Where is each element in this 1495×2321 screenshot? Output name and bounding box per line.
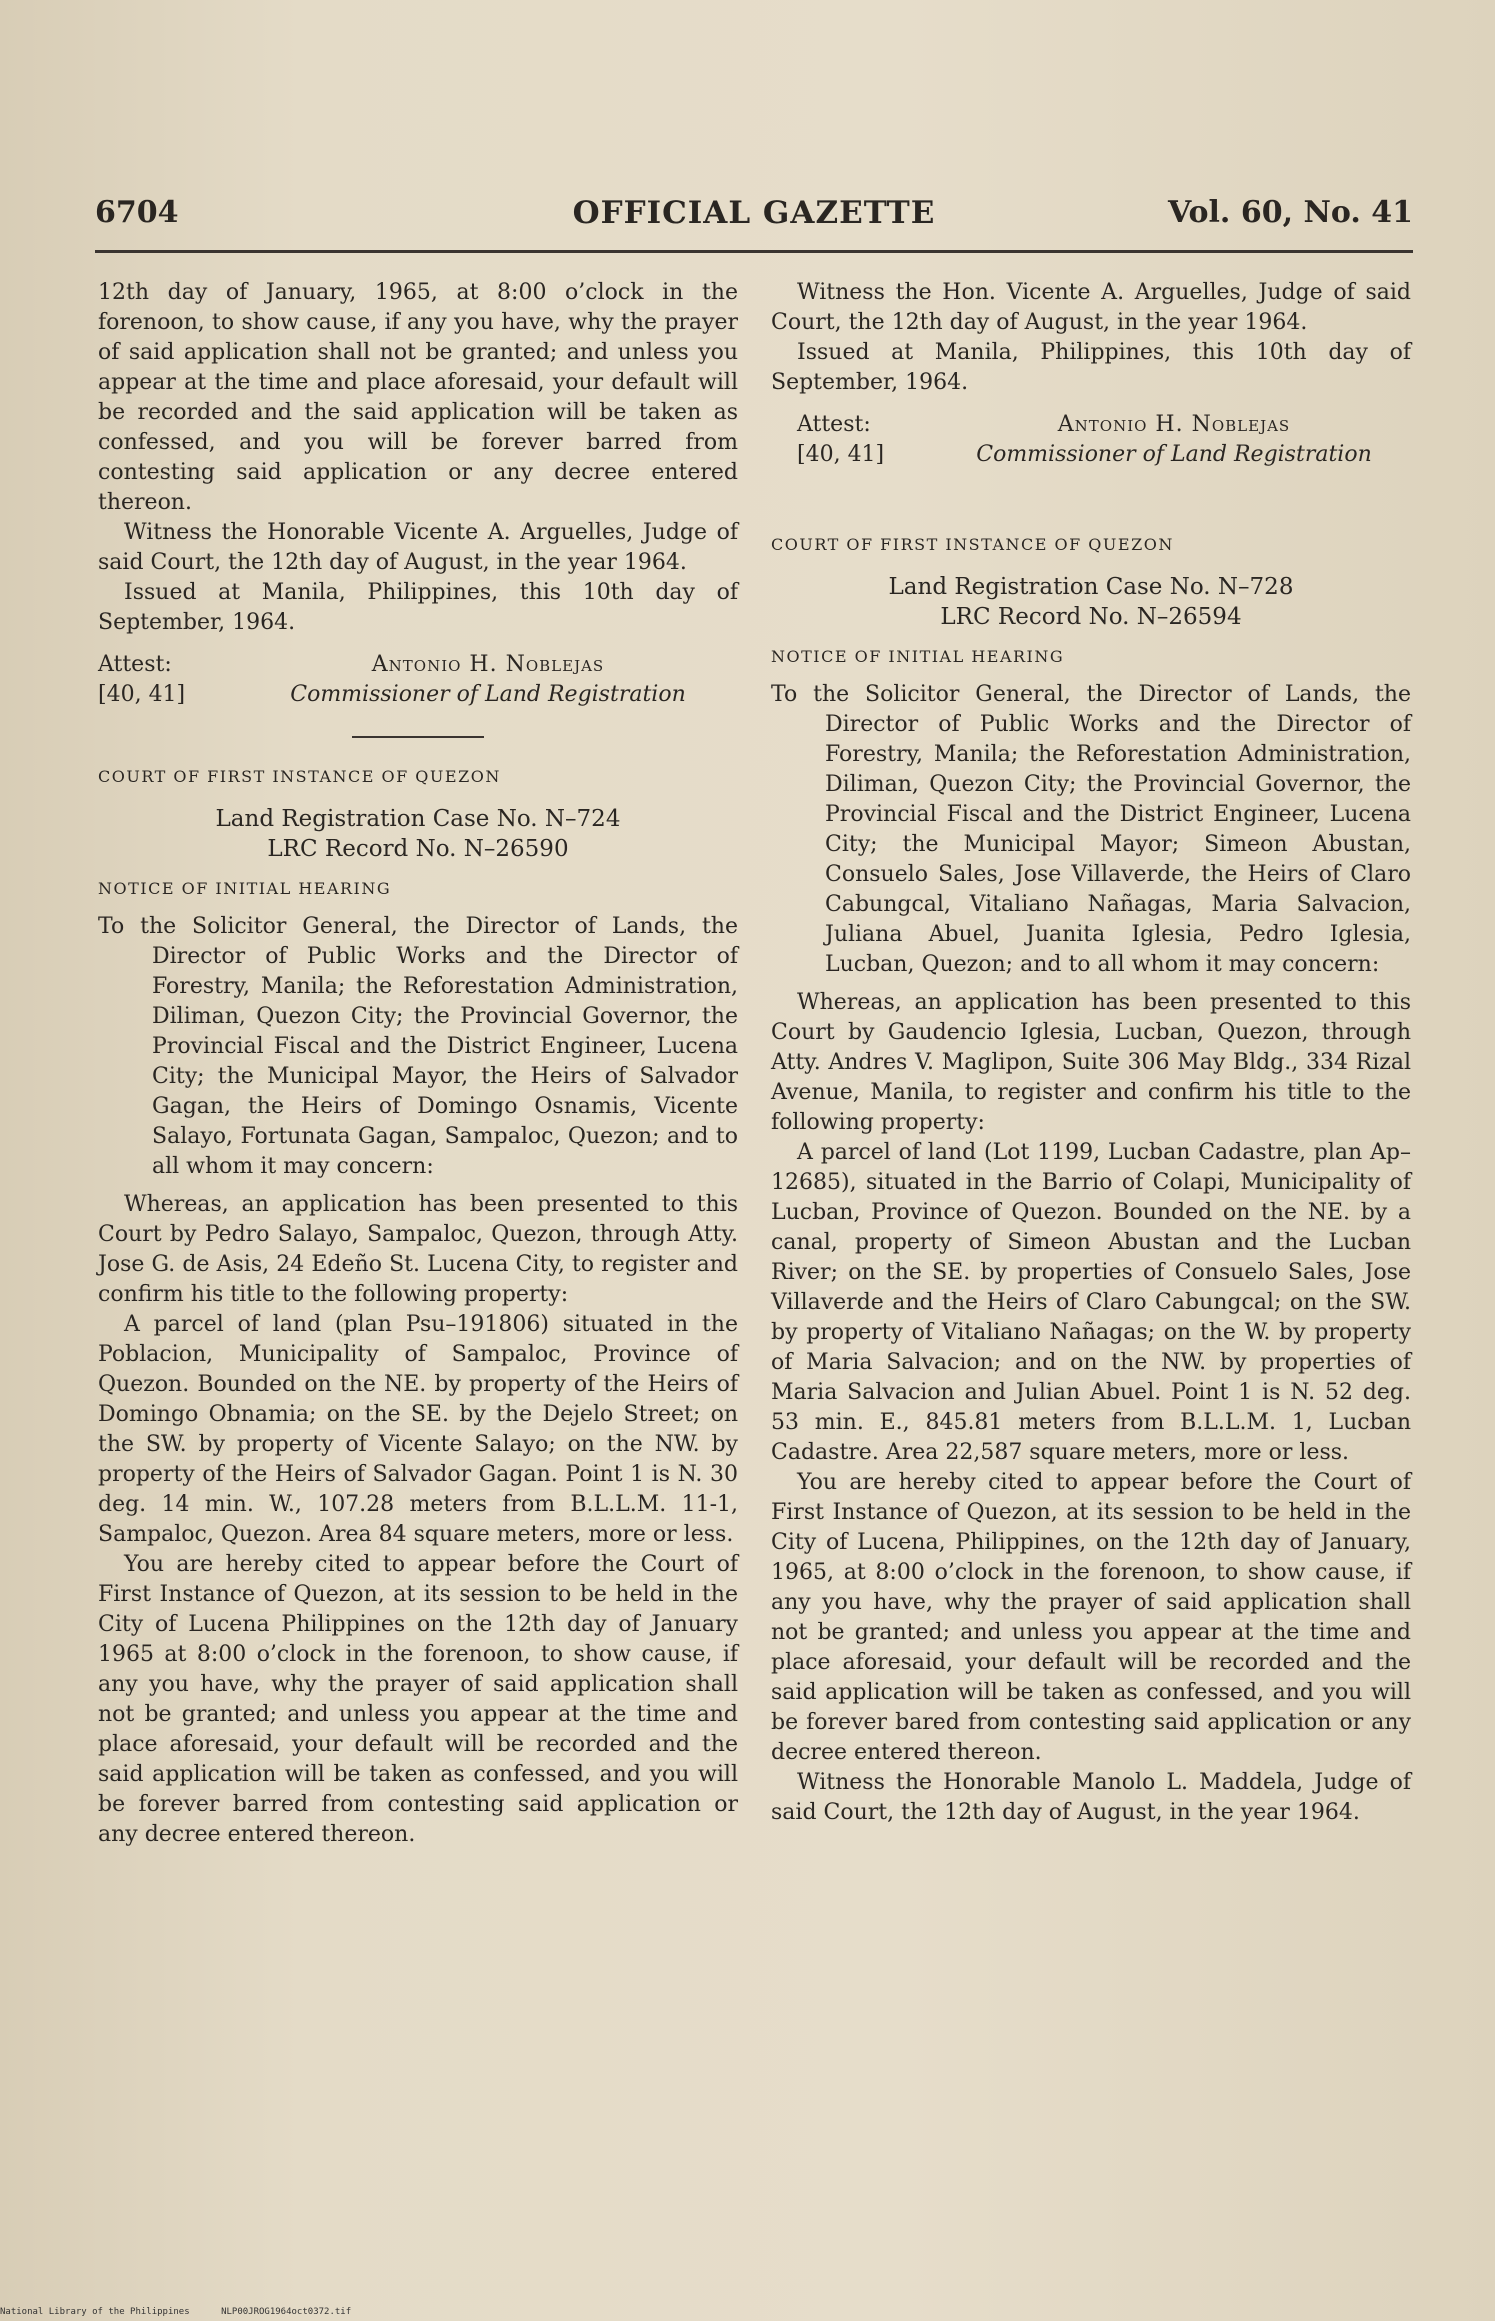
volume-number: Vol. 60, No. 41 xyxy=(1168,195,1413,230)
notice-heading: NOTICE OF INITIAL HEARING xyxy=(771,647,1065,666)
paragraph: Witness the Honorable Manolo L. Maddela, Judge of said Court, the 12th day of August, in the year 1964. xyxy=(771,1770,1411,1825)
attest-label: Attest: xyxy=(797,412,871,437)
paragraph: 12th day of January, 1965, at 8:00 o’clock in the forenoon, to show cause, if any you have, why the prayer of said application shall not be granted; and unless you appear at the time and place aforesaid, your default will be recorded and the said application will be taken as confessed, and you will be forever barred from contesting said application or any decree entered thereon. xyxy=(98,280,738,515)
attest-block xyxy=(771,410,1411,470)
paragraph: Issued at Manila, Philippines, this 10th day of September, 1964. xyxy=(771,340,1411,395)
paragraph: Whereas, an application has been presented to this Court by Pedro Salayo, Sampaloc, Quezon, through Atty. Jose G. de Asis, 24 Edeño St. Lucena City, to register and confirm his title to the following property: xyxy=(98,1192,738,1307)
right-column xyxy=(771,278,1411,1828)
attest-reference: [40, 41] xyxy=(98,682,186,707)
lrc-record-number: LRC Record No. N–26590 xyxy=(267,836,569,862)
paragraph: A parcel of land (Lot 1199, Lucban Cadastre, plan Ap–12685), situated in the Barrio of Colapi, Municipality of Lucban, Province of Quezon. Bounded on the NE. by a canal, property of Simeon Abustan and the Lucban River; on the SE. by properties of Consuelo Sales, Jose Villaverde and the Heirs of Claro Cabungcal; on the SW. by property of Vitaliano Nañagas; on the W. by property of Maria Salvacion; and on the NW. by properties of Maria Salvacion and Julian Abuel. Point 1 is N. 52 deg. 53 min. E., 845.81 meters from B.L.L.M. 1, Lucban Cadastre. Area 22,587 square meters, more or less. xyxy=(771,1140,1411,1465)
paragraph: Witness the Hon. Vicente A. Arguelles, Judge of said Court, the 12th day of August, in the year 1964. xyxy=(771,280,1411,335)
attest-block xyxy=(98,650,738,710)
case-number: Land Registration Case No. N–728 xyxy=(888,574,1294,600)
file-name: NLP00JROG1964oct0372.tif xyxy=(221,2307,352,2317)
library-name: National Library of the Philippines xyxy=(0,2307,190,2317)
paragraph: Whereas, an application has been presented to this Court by Gaudencio Iglesia, Lucban, Quezon, through Atty. Andres V. Maglipon, Suite 306 May Bldg., 334 Rizal Avenue, Manila, to register and confirm his title to the following property: xyxy=(771,990,1411,1135)
paragraph: You are hereby cited to appear before the Court of First Instance of Quezon, at its session to be held in the City of Lucena, Philippines, on the 12th day of January, 1965, at 8:00 o’clock in the forenoon, to show cause, if any you have, why the prayer of said application shall not be granted; and unless you appear at the time and place aforesaid, your default will be recorded and the said application will be taken as confessed, and you will be forever bared from contesting said application or any decree entered thereon. xyxy=(771,1470,1411,1765)
scan-footer xyxy=(0,2307,377,2317)
addressees: To the Solicitor General, the Director of Lands, the Director of Public Works and the Director of Forestry, Manila; the Reforestation Administration, Diliman, Quezon City; the Provincial Governor, the Provincial Fiscal and the District Engineer, Lucena City; the Municipal Mayor, the Heirs of Salvador Gagan, the Heirs of Domingo Osnamis, Vicente Salayo, Fortunata Gagan, Sampaloc, Quezon; and to all whom it may concern: xyxy=(98,914,738,1179)
lrc-record-number: LRC Record No. N–26594 xyxy=(940,604,1242,630)
left-column xyxy=(98,278,738,1850)
addressees: To the Solicitor General, the Director of Lands, the Director of Public Works and the Director of Forestry, Manila; the Reforestation Administration, Diliman, Quezon City; the Provincial Governor, the Provincial Fiscal and the District Engineer, Lucena City; the Municipal Mayor; Simeon Abustan, Consuelo Sales, Jose Villaverde, the Heirs of Claro Cabungcal, Vitaliano Nañagas, Maria Salvacion, Juliana Abuel, Juanita Iglesia, Pedro Iglesia, Lucban, Quezon; and to all whom it may concern: xyxy=(771,682,1411,977)
attest-reference: [40, 41] xyxy=(797,442,885,467)
publication-title: OFFICIAL GAZETTE xyxy=(572,195,936,231)
paragraph: A parcel of land (plan Psu–191806) situated in the Poblacion, Municipality of Sampaloc, Province of Quezon. Bounded on the NE. by property of the Heirs of Domingo Obnamia; on the SE. by the Dejelo Street; on the SW. by property of Vicente Salayo; on the NW. by property of the Heirs of Salvador Gagan. Point 1 is N. 30 deg. 14 min. W., 107.28 meters from B.L.L.M. 11-1, Sampaloc, Quezon. Area 84 square meters, more or less. xyxy=(98,1312,738,1547)
notice-heading: NOTICE OF INITIAL HEARING xyxy=(98,879,392,898)
attest-label: Attest: xyxy=(98,652,172,677)
case-number: Land Registration Case No. N–724 xyxy=(215,806,621,832)
attest-title: Commissioner of Land Registration xyxy=(976,442,1372,467)
page-number: 6704 xyxy=(95,195,179,230)
attest-name: Antonio H. Noblejas xyxy=(1057,412,1291,437)
page-header xyxy=(95,195,1413,243)
section-divider xyxy=(352,736,484,738)
court-heading: COURT OF FIRST INSTANCE OF QUEZON xyxy=(771,535,1174,554)
court-heading: COURT OF FIRST INSTANCE OF QUEZON xyxy=(98,767,501,786)
attest-title: Commissioner of Land Registration xyxy=(290,682,686,707)
attest-name: Antonio H. Noblejas xyxy=(371,652,605,677)
paragraph: Issued at Manila, Philippines, this 10th day of September, 1964. xyxy=(98,580,738,635)
paragraph: Witness the Honorable Vicente A. Arguelles, Judge of said Court, the 12th day of August, in the year 1964. xyxy=(98,520,738,575)
paragraph: You are hereby cited to appear before the Court of First Instance of Quezon, at its session to be held in the City of Lucena Philippines on the 12th day of January 1965 at 8:00 o’clock in the forenoon, to show cause, if any you have, why the prayer of said application shall not be granted; and unless you appear at the time and place aforesaid, your default will be recorded and the said application will be taken as confessed, and you will be forever barred from contesting said application or any decree entered thereon. xyxy=(98,1552,738,1847)
header-rule xyxy=(95,250,1413,253)
